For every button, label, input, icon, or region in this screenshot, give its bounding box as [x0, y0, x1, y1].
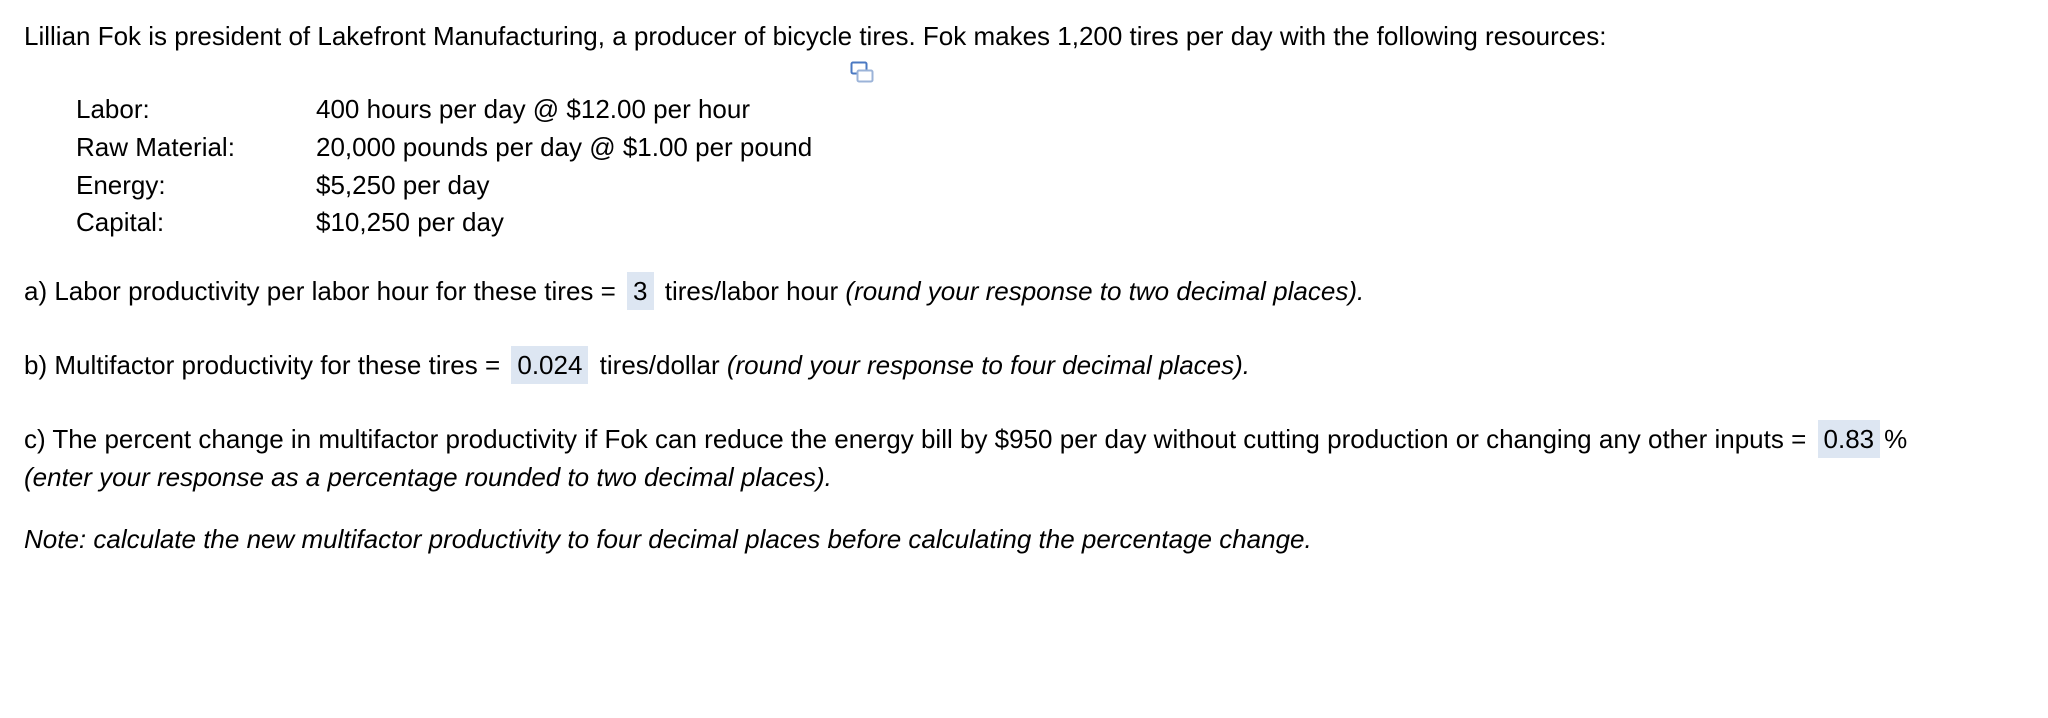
resource-label: Raw Material:: [76, 132, 235, 162]
resource-row-raw-material: [76, 130, 812, 164]
question-a-hint: (round your response to two decimal places).: [845, 276, 1365, 306]
question-c-hint-line: [24, 460, 832, 494]
resource-value: 400 hours per day @ $12.00 per hour: [316, 94, 751, 124]
question-b-unit: tires/dollar: [599, 350, 720, 380]
resource-value: $5,250 per day: [316, 170, 490, 200]
question-a: [24, 272, 1364, 310]
calculation-note: [24, 522, 1312, 556]
copy-icon[interactable]: [850, 61, 874, 83]
question-b-hint: (round your response to four decimal places).: [726, 350, 1250, 380]
question-c-prefix: c) The percent change in multifactor productivity if Fok can reduce the energy bill by $950 per day without cutting production or changing any other inputs =: [24, 424, 1807, 454]
resource-label: Capital:: [76, 207, 165, 237]
answer-a-field[interactable]: 3: [627, 272, 653, 310]
resource-value: $10,250 per day: [316, 207, 504, 237]
question-c-hint: (enter your response as a percentage rounded to two decimal places).: [24, 462, 832, 492]
question-c: [24, 420, 1907, 458]
resource-value: 20,000 pounds per day @ $1.00 per pound: [316, 132, 813, 162]
answer-b-field[interactable]: 0.024: [511, 346, 588, 384]
resource-row-labor: [76, 92, 750, 126]
resource-label: Energy:: [76, 170, 166, 200]
resource-label: Labor:: [76, 94, 150, 124]
question-b-prefix: b) Multifactor productivity for these tires =: [24, 350, 501, 380]
resource-row-capital: [76, 205, 504, 239]
question-b: [24, 346, 1250, 384]
resource-row-energy: [76, 168, 489, 202]
answer-c-field[interactable]: 0.83: [1818, 420, 1881, 458]
calculation-note-text: Note: calculate the new multifactor productivity to four decimal places before calculating the percentage change.: [24, 524, 1312, 554]
question-a-prefix: a) Labor productivity per labor hour for these tires =: [24, 276, 616, 306]
question-a-unit: tires/labor hour: [664, 276, 839, 306]
problem-intro: Lillian Fok is president of Lakefront Manufacturing, a producer of bicycle tires. Fok makes 1,200 tires per day with the following resources:: [24, 21, 1607, 51]
question-c-unit: %: [1884, 424, 1908, 454]
